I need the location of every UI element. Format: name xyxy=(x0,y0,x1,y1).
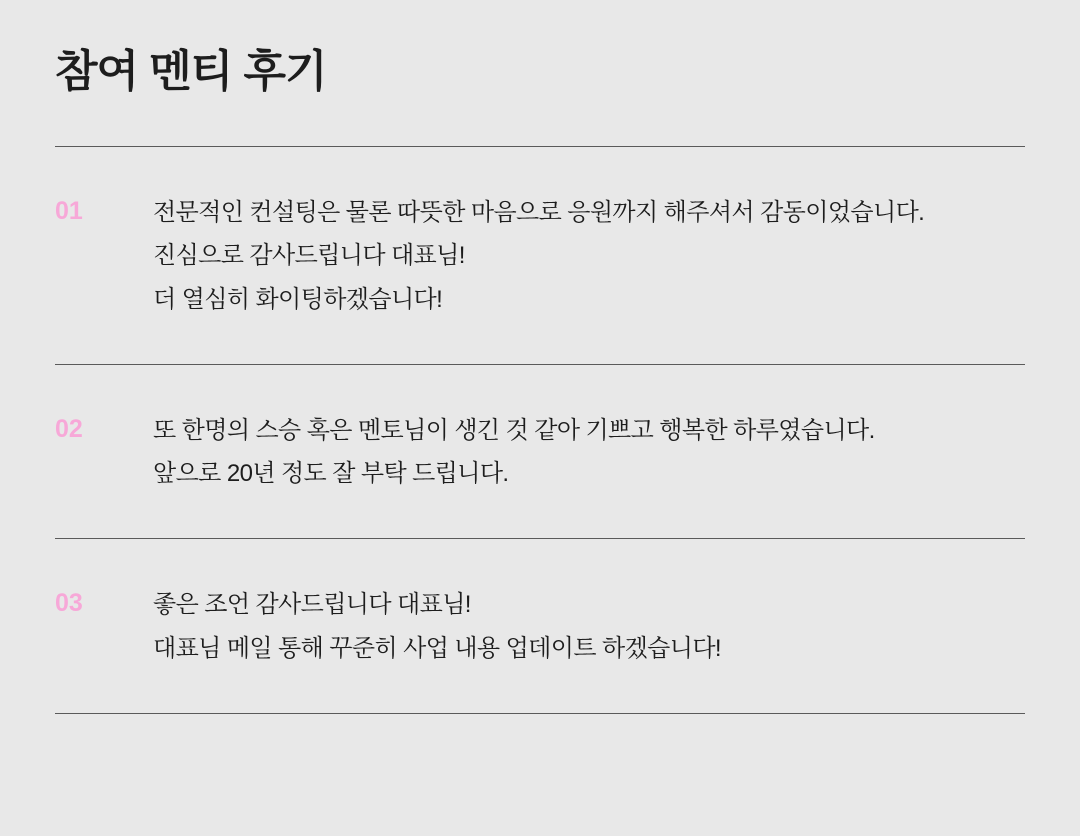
list-item xyxy=(55,147,1025,364)
review-line: 더 열심히 화이팅하겠습니다! xyxy=(153,286,443,314)
list-item xyxy=(55,365,1025,538)
page-title: 참여 멘티 후기 xyxy=(55,47,327,96)
review-body xyxy=(153,191,1025,322)
review-line: 좋은 조언 감사드립니다 대표님! xyxy=(153,591,471,619)
review-line: 앞으로 20년 정도 잘 부탁 드립니다. xyxy=(153,460,509,488)
review-list xyxy=(55,147,1025,714)
review-line: 또 한명의 스승 혹은 멘토님이 생긴 것 같아 기쁘고 행복한 하루였습니다. xyxy=(153,416,875,444)
review-line: 진심으로 감사드립니다 대표님! xyxy=(153,242,465,270)
bottom-spacer xyxy=(55,714,1025,724)
review-line: 전문적인 컨설팅은 물론 따뜻한 마음으로 응원까지 해주셔서 감동이었습니다. xyxy=(153,198,925,226)
review-number: 01 xyxy=(55,196,83,225)
list-item xyxy=(55,539,1025,712)
review-body xyxy=(153,583,1025,670)
review-line: 대표님 메일 통해 꾸준히 사업 내용 업데이트 하겠습니다! xyxy=(153,634,721,662)
review-body xyxy=(153,409,1025,496)
review-number: 02 xyxy=(55,414,83,443)
review-number: 03 xyxy=(55,589,83,618)
